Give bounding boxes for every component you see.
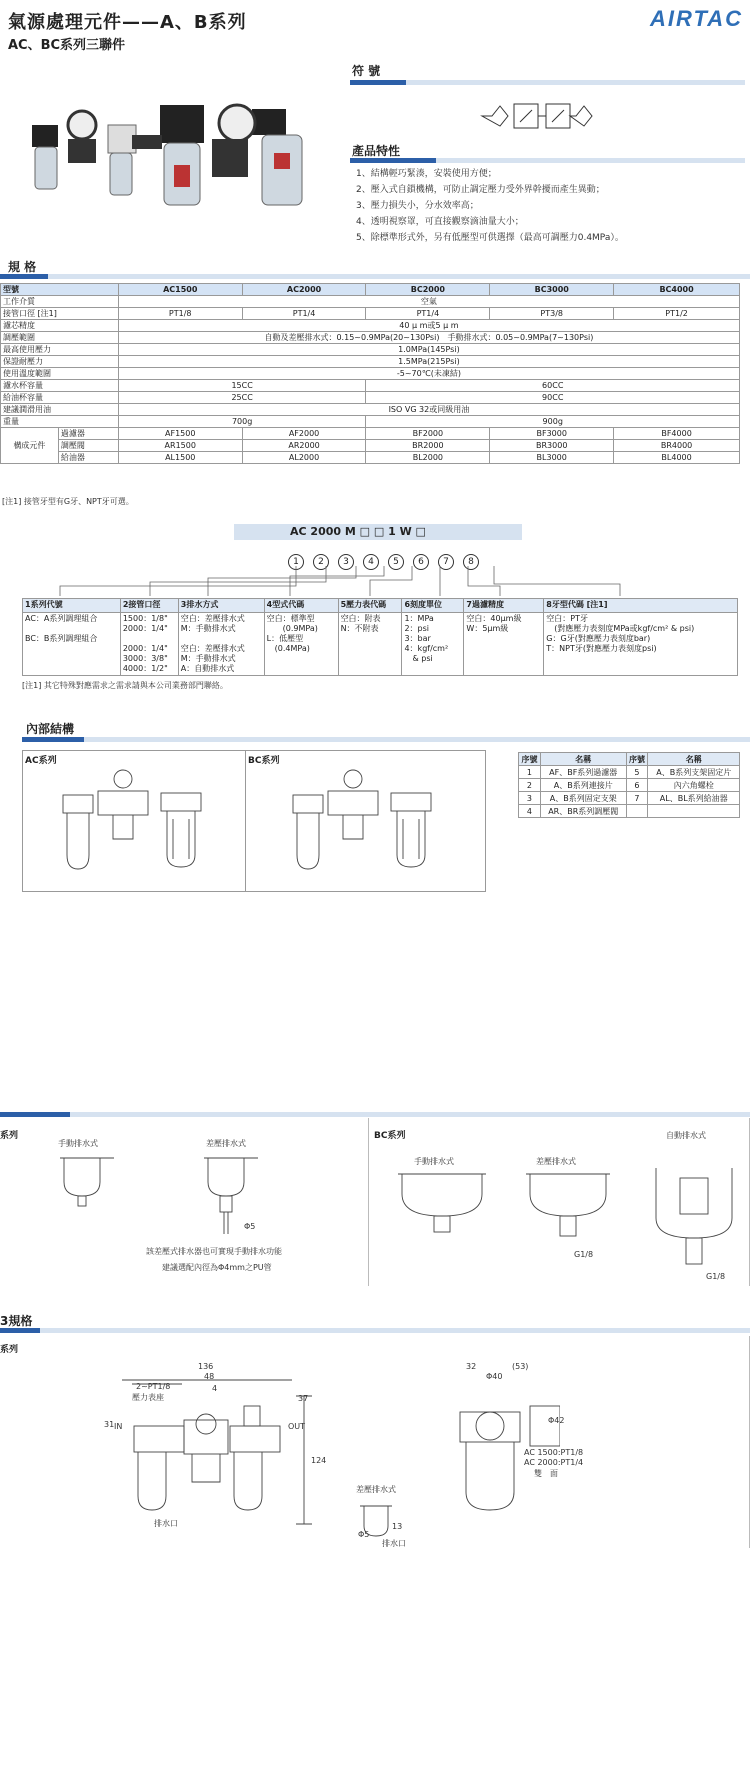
bc-internal-drawing — [273, 765, 463, 885]
dims-series-label: 系列 — [0, 1345, 19, 1355]
order-header-cell: 2接管口徑 — [120, 599, 178, 613]
drain-panel — [0, 1118, 750, 1286]
order-header-cell: 5壓力表代碼 — [338, 599, 402, 613]
parts-cell: 7 — [626, 792, 648, 805]
phi5-label: Φ5 — [244, 1222, 256, 1231]
spec-value: 700g — [118, 416, 366, 428]
order-cell: 1500：1/8" 2000：1/4" 2000：1/4" 3000：3/8" 4000：1/2" — [120, 613, 178, 676]
dim-phi5: Φ5 — [358, 1530, 370, 1539]
bc-series-label: BC系列 — [248, 756, 280, 766]
spec-value: BF2000 — [366, 428, 490, 440]
order-cell: AC：A系列調理組合 BC：B系列調理組合 — [23, 613, 121, 676]
spec-value: 自動及差壓排水式：0.15~0.9MPa(20~130Psi) 手動排水式：0.05~0.9MPa(7~130Psi) — [118, 332, 739, 344]
spec-value: 90CC — [366, 392, 740, 404]
dim-drain-port-2: 排水口 — [382, 1539, 406, 1548]
internal-diagram-panel — [22, 750, 486, 892]
table-row — [1, 320, 740, 332]
drain-rule — [0, 1112, 750, 1117]
spec-label: 給油器 — [58, 452, 118, 464]
page-title: 氣源處理元件——A、B系列 — [8, 12, 247, 33]
dim-out: OUT — [288, 1422, 306, 1431]
table-row — [519, 779, 740, 792]
internal-title: 內部結構 — [26, 722, 75, 736]
feature-item: 1、結構輕巧緊湊，安裝使用方便； — [356, 169, 497, 179]
parts-cell: A、B系列固定支架 — [540, 792, 626, 805]
page-subtitle: AC、BC系列三聯件 — [8, 38, 126, 53]
spec-label: 接管口徑 [注1] — [1, 308, 119, 320]
order-cell: 空白：PT牙 (對應壓力表刻度MPa或kgf/cm² & psi) G：G牙(對應壓力表刻度bar) T：NPT牙(對應壓力表刻度psi) — [544, 613, 738, 676]
dim-31: 31 — [104, 1420, 115, 1429]
parts-cell — [648, 805, 740, 818]
parts-cell: 3 — [519, 792, 541, 805]
drain-series-label: 系列 — [0, 1131, 19, 1141]
order-number: 2 — [313, 554, 329, 570]
ac-series-label: AC系列 — [25, 756, 57, 766]
parts-header-cell: 名稱 — [540, 753, 626, 766]
spec-value: AR2000 — [242, 440, 366, 452]
spec-header-row — [1, 284, 740, 296]
spec-label: 濾水杯容量 — [1, 380, 119, 392]
order-note: [注1] 其它特殊對應需求之需求請與本公司業務部門聯絡。 — [22, 681, 228, 690]
features-rule — [350, 158, 745, 163]
order-leader-lines — [0, 566, 750, 596]
spec-header-cell: AC2000 — [242, 284, 366, 296]
parts-header-cell: 序號 — [626, 753, 648, 766]
order-header-cell: 4型式代碼 — [264, 599, 338, 613]
spec-value: 空氣 — [118, 296, 739, 308]
spec-label: 調壓閥 — [58, 440, 118, 452]
order-cell: 空白：附表 N：不附表 — [338, 613, 402, 676]
drain-drawings-b — [390, 1168, 740, 1286]
spec-header-cell: 型號 — [1, 284, 119, 296]
spec-label: 工作介質 — [1, 296, 119, 308]
table-row — [1, 404, 740, 416]
spec-header-cell: AC1500 — [118, 284, 242, 296]
spec-title: 規 格 — [8, 260, 37, 274]
dim-diff-drain: 差壓排水式 — [356, 1485, 396, 1494]
feature-item: 5、除標準形式外，另有低壓型可供選擇（最高可調壓力0.4MPa）。 — [356, 233, 624, 243]
spec-value: -5~70℃(未凍結) — [118, 368, 739, 380]
ac-internal-drawing — [43, 765, 233, 885]
diff-drain-label: 差壓排水式 — [206, 1139, 246, 1148]
spec-label: 給油杯容量 — [1, 392, 119, 404]
spec-label: 建議潤滑用油 — [1, 404, 119, 416]
order-number: 1 — [288, 554, 304, 570]
table-row — [1, 392, 740, 404]
spec-value: 60CC — [366, 380, 740, 392]
drain-note-1: 該差壓式排水器也可實現手動排水功能 — [146, 1247, 282, 1256]
drain-note-2: 建議選配內徑為Φ4mm之PU管 — [162, 1263, 272, 1272]
spec-label: 最高使用壓力 — [1, 344, 119, 356]
spec-label: 使用溫度範圍 — [1, 368, 119, 380]
table-row — [1, 416, 740, 428]
spec-value: 1.0MPa(145Psi) — [118, 344, 739, 356]
internal-rule — [22, 737, 750, 742]
spec-value: PT1/4 — [366, 308, 490, 320]
parts-header-cell: 名稱 — [648, 753, 740, 766]
spec-value: BR2000 — [366, 440, 490, 452]
parts-cell: AF、BF系列過濾器 — [540, 766, 626, 779]
dim-13: 13 — [392, 1522, 403, 1531]
order-header-cell: 8牙型代碼 [注1] — [544, 599, 738, 613]
spec-value: AF1500 — [118, 428, 242, 440]
dim-in: IN — [114, 1422, 123, 1431]
table-row — [1, 440, 740, 452]
parts-cell: AR、BR系列調壓閥 — [540, 805, 626, 818]
spec-value: 40 μ m或5 μ m — [118, 320, 739, 332]
spec-label: 過濾器 — [58, 428, 118, 440]
order-header-cell: 7過濾精度 — [464, 599, 544, 613]
order-cell: 空白：標準型 (0.9MPa) L：低壓型 (0.4MPa) — [264, 613, 338, 676]
dim-ac1500: AC 1500:PT1/8 — [524, 1448, 584, 1457]
order-header-cell: 3排水方式 — [178, 599, 264, 613]
order-table — [22, 598, 738, 676]
panel-divider — [245, 751, 246, 891]
spec-value: BF3000 — [490, 428, 614, 440]
drain-drawings-a — [50, 1152, 370, 1242]
table-row — [1, 296, 740, 308]
table-row — [519, 766, 740, 779]
dim-53: (53) — [512, 1362, 529, 1371]
parts-cell: 內六角螺栓 — [648, 779, 740, 792]
spec-value: BR3000 — [490, 440, 614, 452]
manual-drain-label: 手動排水式 — [58, 1139, 98, 1148]
spec-header-cell: BC4000 — [614, 284, 740, 296]
spec-value: 25CC — [118, 392, 366, 404]
order-code: AC 2000 M □ □ 1 W □ — [234, 524, 522, 540]
order-cell: 空白：40μm級 W：5μm級 — [464, 613, 544, 676]
order-number: 3 — [338, 554, 354, 570]
dim-drain-port: 排水口 — [154, 1519, 178, 1528]
parts-cell: A、B系列支架固定片 — [648, 766, 740, 779]
feature-item: 3、壓力損失小，分水效率高； — [356, 201, 479, 211]
spec-value: AL1500 — [118, 452, 242, 464]
dim-136: 136 — [198, 1362, 214, 1371]
order-cell: 空白：差壓排水式 M：手動排水式 空白：差壓排水式 M：手動排水式 A：自動排水式 — [178, 613, 264, 676]
spec-value: BL2000 — [366, 452, 490, 464]
parts-cell: A、B系列連接片 — [540, 779, 626, 792]
spec-value: ISO VG 32或同級用油 — [118, 404, 739, 416]
spec-value: PT1/4 — [242, 308, 366, 320]
table-row — [1, 452, 740, 464]
dim-4: 4 — [212, 1384, 218, 1393]
dim-double-side: 雙 面 — [534, 1469, 558, 1478]
order-number: 8 — [463, 554, 479, 570]
parts-cell: 1 — [519, 766, 541, 779]
symbol-rule — [350, 80, 745, 85]
spec-label: 調壓範圍 — [1, 332, 119, 344]
symbol-section-title: 符 號 — [352, 64, 381, 78]
product-photo — [22, 95, 322, 210]
table-row — [1, 428, 740, 440]
feature-item: 4、透明視察罩，可直接觀察滴油量大小； — [356, 217, 524, 227]
spec-label: 構成元件 — [1, 428, 59, 464]
spec-value: PT1/8 — [118, 308, 242, 320]
spec-label: 濾芯精度 — [1, 320, 119, 332]
auto-drain-label: 自動排水式 — [666, 1131, 706, 1140]
dims-title: 3規格 — [0, 1314, 33, 1328]
spec-label: 重量 — [1, 416, 119, 428]
dim-37: 37 — [298, 1394, 309, 1403]
g18-label-a: G1/8 — [574, 1250, 594, 1259]
spec-value: BR4000 — [614, 440, 740, 452]
spec-value: AF2000 — [242, 428, 366, 440]
spec-value: PT1/2 — [614, 308, 740, 320]
spec-header-cell: BC2000 — [366, 284, 490, 296]
feature-item: 2、壓入式自鎖機構，可防止調定壓力受外界幹擾而產生異動； — [356, 185, 605, 195]
parts-header-cell: 序號 — [519, 753, 541, 766]
order-number: 7 — [438, 554, 454, 570]
table-row — [1, 380, 740, 392]
dim-124: 124 — [311, 1456, 327, 1465]
spec-table — [0, 283, 740, 464]
table-row — [1, 308, 740, 320]
features-list — [356, 166, 746, 246]
parts-cell: 4 — [519, 805, 541, 818]
spec-value: 1.5MPa(215Psi) — [118, 356, 739, 368]
parts-cell: 5 — [626, 766, 648, 779]
dims-panel — [0, 1336, 750, 1548]
table-row — [1, 344, 740, 356]
table-row — [1, 356, 740, 368]
dim-32: 32 — [466, 1362, 477, 1371]
parts-table — [518, 752, 740, 818]
spec-value: 15CC — [118, 380, 366, 392]
table-row — [1, 332, 740, 344]
dim-ac2000: AC 2000:PT1/4 — [524, 1458, 584, 1467]
spec-value: AL2000 — [242, 452, 366, 464]
spec-value: PT3/8 — [490, 308, 614, 320]
spec-label: 保證耐壓力 — [1, 356, 119, 368]
table-row — [519, 792, 740, 805]
features-title: 產品特性 — [352, 144, 401, 158]
spec-value: 900g — [366, 416, 740, 428]
spec-value: AR1500 — [118, 440, 242, 452]
brand-logo: AIRTAC — [650, 6, 744, 31]
spec-rule — [0, 274, 750, 279]
order-cell: 1：MPa 2：psi 3：bar 4：kgf/cm² & psi — [402, 613, 464, 676]
parts-cell: AL、BL系列給油器 — [648, 792, 740, 805]
bc-manual-drain-label: 手動排水式 — [414, 1157, 454, 1166]
g18-label-b: G1/8 — [706, 1272, 726, 1281]
parts-cell — [626, 805, 648, 818]
dimension-drawing — [120, 1376, 560, 1548]
order-header-row — [23, 599, 738, 613]
order-header-cell: 6刻度單位 — [402, 599, 464, 613]
parts-header-row — [519, 753, 740, 766]
spec-header-cell: BC3000 — [490, 284, 614, 296]
bc-diff-drain-label: 差壓排水式 — [536, 1157, 576, 1166]
table-row — [1, 368, 740, 380]
order-header-cell: 1系列代號 — [23, 599, 121, 613]
parts-cell: 6 — [626, 779, 648, 792]
spec-note: [注1] 接管牙型有G牙、NPT牙可選。 — [2, 497, 134, 506]
dim-phi42: Φ42 — [548, 1416, 565, 1425]
table-row — [519, 805, 740, 818]
parts-cell: 2 — [519, 779, 541, 792]
order-number: 4 — [363, 554, 379, 570]
dim-gauge-seat: 壓力表座 — [132, 1393, 164, 1402]
pneumatic-symbol — [480, 98, 600, 134]
order-number: 5 — [388, 554, 404, 570]
dims-rule — [0, 1328, 750, 1333]
spec-value: BF4000 — [614, 428, 740, 440]
spec-value: BL4000 — [614, 452, 740, 464]
order-body-row — [23, 613, 738, 676]
spec-value: BL3000 — [490, 452, 614, 464]
dim-phi40: Φ40 — [486, 1372, 503, 1381]
bc-drain-label: BC系列 — [374, 1131, 406, 1141]
dim-pt: 2~PT1/8 — [136, 1382, 171, 1391]
order-number: 6 — [413, 554, 429, 570]
dim-48: 48 — [204, 1372, 215, 1381]
